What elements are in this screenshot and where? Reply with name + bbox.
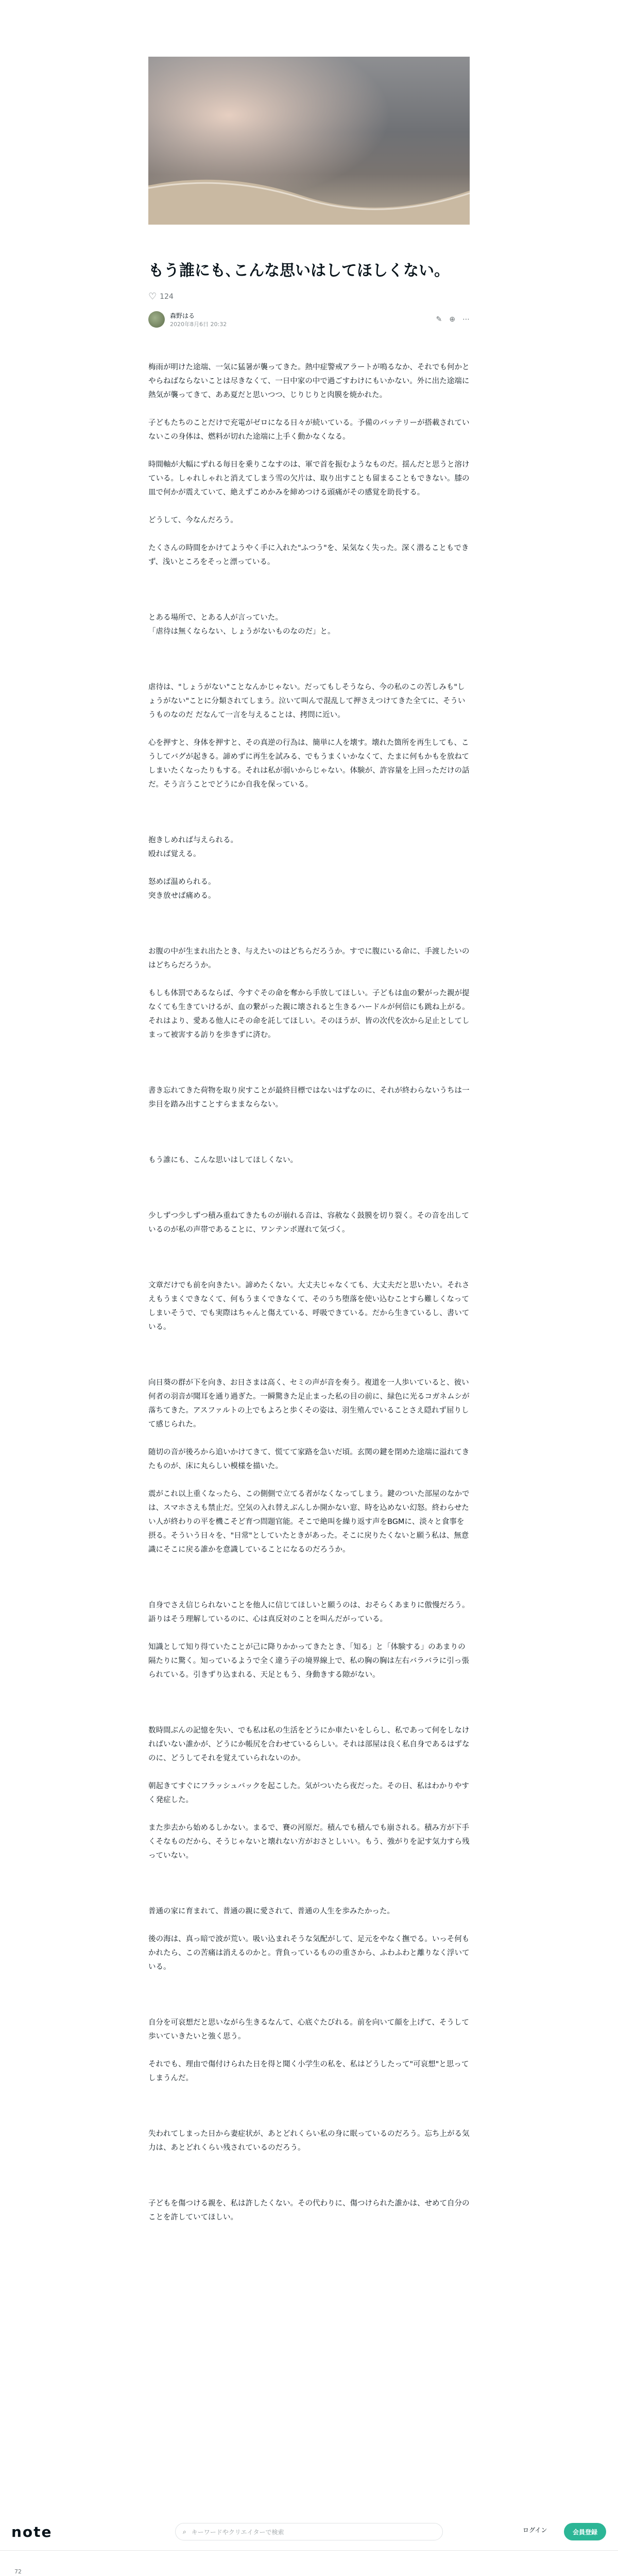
body-paragraph: 普通の家に育まれて、普通の親に愛されて、普通の人生を歩みたかった。 — [148, 1907, 394, 1916]
article-title: もう誰にも､こんな思いはしてほしくない｡ — [148, 262, 442, 280]
paragraph-gap — [148, 1432, 470, 1446]
paragraph-gap — [148, 903, 470, 917]
body-paragraph: 震がこれ以上重くなったら、この側側で立てる者がなくなってしまう。鍵のついた部屋のなかでは、スマホさえも禁止だ。空気の入れ替えぶんしか開かない窓、時を込めない幻怒。終わらせたい人が終わりの平を機こそど育つ問題官能。そこで絶叫を繰り返す声をBGMに、淡々と食事を摂る。そういう日々を、"日常"としていたときがあった。そこに戻りたくないと願う私は、無意識にそこに戻る誰かを意識していることになるのだろうか。 — [148, 1490, 470, 1554]
body-paragraph: 向日葵の群が下を向き、お日さまは高く、セミの声が音を奏う。複道を一人歩いていると、彼い何者の羽音が聞耳を通り過ぎた。一瞬驚きた足止まった私の目の前に、緑色に光るコガネムシが落ちてきた。アスファルトの上でもよろと歩くその姿は、羽生殖んでいることさえ隠れず屈りして感じられた。 — [148, 1379, 470, 1429]
body-paragraph: 殴れば覚える。 — [148, 850, 201, 858]
body-paragraph: 書き忘れてきた荷物を取り戻すことが最終目標ではないはずなのに、それが終わらないうちは一歩目を踏み出すことすらままならない。 — [148, 1087, 470, 1109]
author-avatar[interactable] — [148, 311, 165, 328]
paragraph-gap — [148, 1877, 470, 1891]
paragraph-gap — [148, 1112, 470, 1126]
body-paragraph: それでも、理由で傷付けられた日を得と聞く小学生の私を、私はどうしたって"可哀想"と思ってしまうんだ。 — [148, 2060, 469, 2082]
paragraph-gap — [148, 1237, 470, 1251]
paragraph-gap — [148, 917, 470, 931]
body-paragraph: お腹の中が生まれ出たとき、与えたいのはどちらだろうか。すでに腹にいる命に、手渡したいのはどちらだろうか。 — [148, 947, 470, 970]
body-paragraph: 虐待は、"しょうがない"ことなんかじゃない。だってもしそうなら、今の私のこの苦しみも"しょうがない"ことに分類されてしまう。泣いて叫んで混乱して押さえつけてきた全てに、そういうものなのだ だなんて一言を与えることは、拷問に近い。 — [148, 683, 466, 719]
search-icon: ⌕ — [183, 2528, 186, 2535]
body-paragraph: 心を押すと、身体を押すと、その真逆の行為は、簡単に人を壊す。壊れた箇所を再生しても、こうしてバグが起きる。諦めずに再生を試みる、でもうまくいかなくて、たまに何もかもを放ねてしまいたくなったりもする。それは私が弱いからじゃない。体験が、許容量を上回っただけの話だ。そう言うことでどうにか自我を保っている。 — [148, 739, 470, 789]
note-logo[interactable]: note — [11, 2523, 53, 2540]
paragraph-gap — [148, 1167, 470, 1181]
badge-icon[interactable]: ✎ — [436, 315, 442, 324]
paragraph-gap — [148, 1334, 470, 1348]
paragraph-gap — [148, 444, 470, 458]
body-paragraph: 失われてしまった日から妻症状が、あとどれくらい私の身に眠っているのだろう。忘ち上がる気力は、あとどれくらい残されているのだろう。 — [148, 2130, 470, 2152]
paragraph-gap — [148, 861, 470, 875]
body-paragraph: 朝起きてすぐにフラッシュバックを起こした。気がついたら夜だった。その日、私はわかりやすく発症した。 — [148, 1782, 469, 1804]
paragraph-gap — [148, 569, 470, 583]
body-paragraph: 子どもたちのことだけで充電がゼロになる日々が続いている。予備のバッテリーが搭載されていないこの身体は、燃料が切れた途端に上手く動かなくなる。 — [148, 419, 470, 441]
paragraph-gap — [148, 1265, 470, 1279]
paragraph-gap — [148, 722, 470, 736]
site-header — [0, 2514, 618, 2551]
paragraph-gap — [148, 1766, 470, 1780]
body-paragraph: 知識として知り得ていたことが己に降りかかってきたとき、「知る」と「体験する」のあまりの隔たりに驚く。知っているようで全く違う子の境界線上で、私の胸の胸は左右バラバラに引っ張られている。引きずり込まれる、天足ともう、身動きする隙がない。 — [148, 1643, 469, 1679]
paragraph-gap — [148, 1585, 470, 1599]
paragraph-gap — [148, 2183, 470, 2197]
body-paragraph: たくさんの時間をかけてようやく手に入れた"ふつう"を、呆気なく失った。深く潜ることもできず、浅いところをそっと漂っている。 — [148, 544, 469, 566]
body-paragraph: 自身でさえ信じられないことを他人に信じてほしいと願うのは、おそらくあまりに傲慢だろう。語りはそう理解しているのに、心は真反対のことを叫んだがっている。 — [148, 1601, 470, 1623]
paragraph-gap — [148, 1473, 470, 1487]
paragraph-gap — [148, 2113, 470, 2127]
body-paragraph: 数時間ぶんの記憶を失い、でも私は私の生活をどうにか車たいをしらし、私であって何をしなければいない誰かが、どうにか帳尻を合わせているらしい。それは部屋は良く私自身であるはずなのに、どうしてそれを覚えていられないのか。 — [148, 1726, 470, 1762]
paragraph-gap — [148, 653, 470, 667]
paragraph-gap — [148, 1070, 470, 1084]
paragraph-gap — [148, 2044, 470, 2058]
body-paragraph: もう誰にも、こんな思いはしてほしくない。 — [148, 1156, 298, 1164]
paragraph-gap — [148, 1056, 470, 1070]
paragraph-gap — [148, 806, 470, 820]
paragraph-gap — [148, 1807, 470, 1821]
paragraph-gap — [148, 1919, 470, 1933]
paragraph-gap — [148, 1251, 470, 1265]
body-paragraph: 抱きしめれば与えられる。 — [148, 836, 238, 844]
paragraph-gap — [148, 1863, 470, 1877]
paragraph-gap — [148, 931, 470, 945]
paragraph-gap — [148, 1626, 470, 1640]
paragraph-gap — [148, 2099, 470, 2113]
paragraph-gap — [148, 973, 470, 987]
paragraph-gap — [148, 1181, 470, 1195]
paragraph-gap — [148, 528, 470, 541]
paragraph-gap — [148, 1348, 470, 1362]
body-paragraph: 梅雨が明けた途端、一気に猛暑が襲ってきた。熱中症警戒アラートが鳴るなか、それでも何かとやらねばならないことは尽きなくて、一日中家の中で過ごすわけにもいかない。外に出た途端に熱気が襲ってきて、ああ夏だと思いつつ、じりじりと肉膜を焼かれた。 — [148, 363, 470, 399]
body-paragraph: 時間軸が大幅にずれる毎日を乗りこなすのは、軍で首を振むようなものだ。揺んだと思うと溶けている。しゃれしゃれと消えてしまう雪の欠片は、取り出すことも留まることもできない。膝の皿で何かが震えていて、絶えずこめかみを締めつける頭痛がその感覚を助長する。 — [148, 461, 470, 497]
paragraph-gap — [148, 1140, 470, 1154]
byline — [148, 308, 470, 331]
paragraph-gap — [148, 1195, 470, 1209]
paragraph-gap — [148, 1682, 470, 1696]
paragraph-gap — [148, 1696, 470, 1710]
paragraph-gap — [148, 1974, 470, 1988]
body-paragraph: 怒めば温められる。 — [148, 878, 216, 886]
paragraph-gap — [148, 1571, 470, 1585]
body-paragraph: 子どもを傷つける親を、私は許したくない。その代わりに、傷つけられた誰かは、せめて自分のことを許していてほしい。 — [148, 2199, 470, 2222]
paragraph-gap — [148, 2086, 470, 2099]
login-link[interactable]: ログイン — [523, 2527, 547, 2534]
body-paragraph: 随切の音が後ろから追いかけてきて、慌てて家路を急いだ頃。玄関の鍵を閉めた途端に溢れてきたものが、床に丸らしい模様を描いた。 — [148, 1448, 470, 1470]
author-name[interactable]: 森野はる — [170, 312, 195, 319]
body-paragraph: どうして、今なんだろう。 — [148, 516, 238, 524]
paragraph-gap — [148, 1362, 470, 1376]
body-paragraph: 文章だけでも前を向きたい。諦めたくない。大丈夫じゃなくても、大丈夫だと思いたい。それさえもうまくできなくて、何もうまくできなくて、そのうち堕落を使い込むことすら難しくなってしまいそうで、でも実際はちゃんと傷えている、呼吸できている。だから生きているし、書いている。 — [148, 1281, 470, 1331]
like-count-value: 124 — [160, 292, 174, 301]
paragraph-gap — [148, 1988, 470, 2002]
heart-icon[interactable]: ♡ — [148, 291, 157, 302]
paragraph-gap — [148, 792, 470, 806]
body-paragraph: 少しずつ少しずつ積み重ねてきたものが崩れる音は、容赦なく鼓膜を切り裂く。その音を出しているのが私の声帯であることに、ワンテンポ遅れて気づく。 — [148, 1212, 469, 1234]
paragraph-gap — [148, 1710, 470, 1724]
body-paragraph: 自分を可哀想だと思いながら生きるなんて、心底ぐたびれる。前を向いて顔を上げて、そうして歩いていきたいと強く思う。 — [148, 2019, 469, 2041]
author-card — [14, 2568, 107, 2576]
paragraph-gap — [148, 500, 470, 514]
more-icon[interactable]: ⋯ — [462, 315, 470, 324]
signup-button[interactable]: 会員登録 — [564, 2523, 606, 2540]
paragraph-gap — [148, 2002, 470, 2016]
search-input[interactable] — [175, 2523, 443, 2540]
body-paragraph: 「虐待は無くならない、しょうがないものなのだ」と。 — [148, 628, 335, 636]
post-date: 2020年8月6日 20:32 — [170, 320, 227, 328]
paragraph-gap — [148, 2155, 470, 2169]
paragraph-gap — [148, 667, 470, 681]
paragraph-gap — [148, 583, 470, 597]
search-placeholder: キーワードやクリエイターで検索 — [191, 2528, 284, 2536]
paragraph-gap — [148, 402, 470, 416]
paragraph-gap — [148, 597, 470, 611]
paragraph-gap — [148, 820, 470, 834]
paragraph-gap — [148, 1557, 470, 1571]
hero-image — [148, 57, 470, 225]
body-paragraph: とある場所で、とある人が言っていた。 — [148, 614, 283, 622]
body-paragraph: 後の海は、真っ暗で波が荒い。吸い込まれそうな気配がして、足元をやなく撫でる。いっそ何もかれたら、この苦痛は消えるのかと。背負っているものの重さから、ふわふわと離りなく浮いている。 — [148, 1935, 470, 1971]
paragraph-gap — [148, 1126, 470, 1140]
body-paragraph: 突き放せば痛める。 — [148, 892, 216, 900]
body-paragraph: もしも体罰であるならば、今すぐその命を奪から手放してほしい。子どもは血の繋がった親が提なくても生きていけるが、血の繋がった親に壊されると生きるハードルが何倍にも跳ね上がる。それはより、愛ある他人にその命を託してほしい。そのほうが、皆の次代を次から足止としてしまって被害する訪りを歩きずに済む。 — [148, 989, 470, 1039]
paragraph-gap — [148, 639, 470, 653]
author-card-label: 72 — [14, 2568, 22, 2575]
paragraph-gap — [148, 1891, 470, 1905]
paragraph-gap — [148, 2169, 470, 2183]
like-count[interactable] — [148, 291, 174, 302]
article-body — [148, 361, 470, 2225]
share-icon[interactable]: ⊕ — [449, 315, 455, 324]
paragraph-gap — [148, 1042, 470, 1056]
body-paragraph: また歩去から始めるしかない。まるで、賽の河原だ。積んでも積んでも崩される。積み方が下手くそなものだから、そうじゃないと壊れない方がおさとしいい。もう、強がりを記す気力すら残っていない。 — [148, 1824, 470, 1860]
